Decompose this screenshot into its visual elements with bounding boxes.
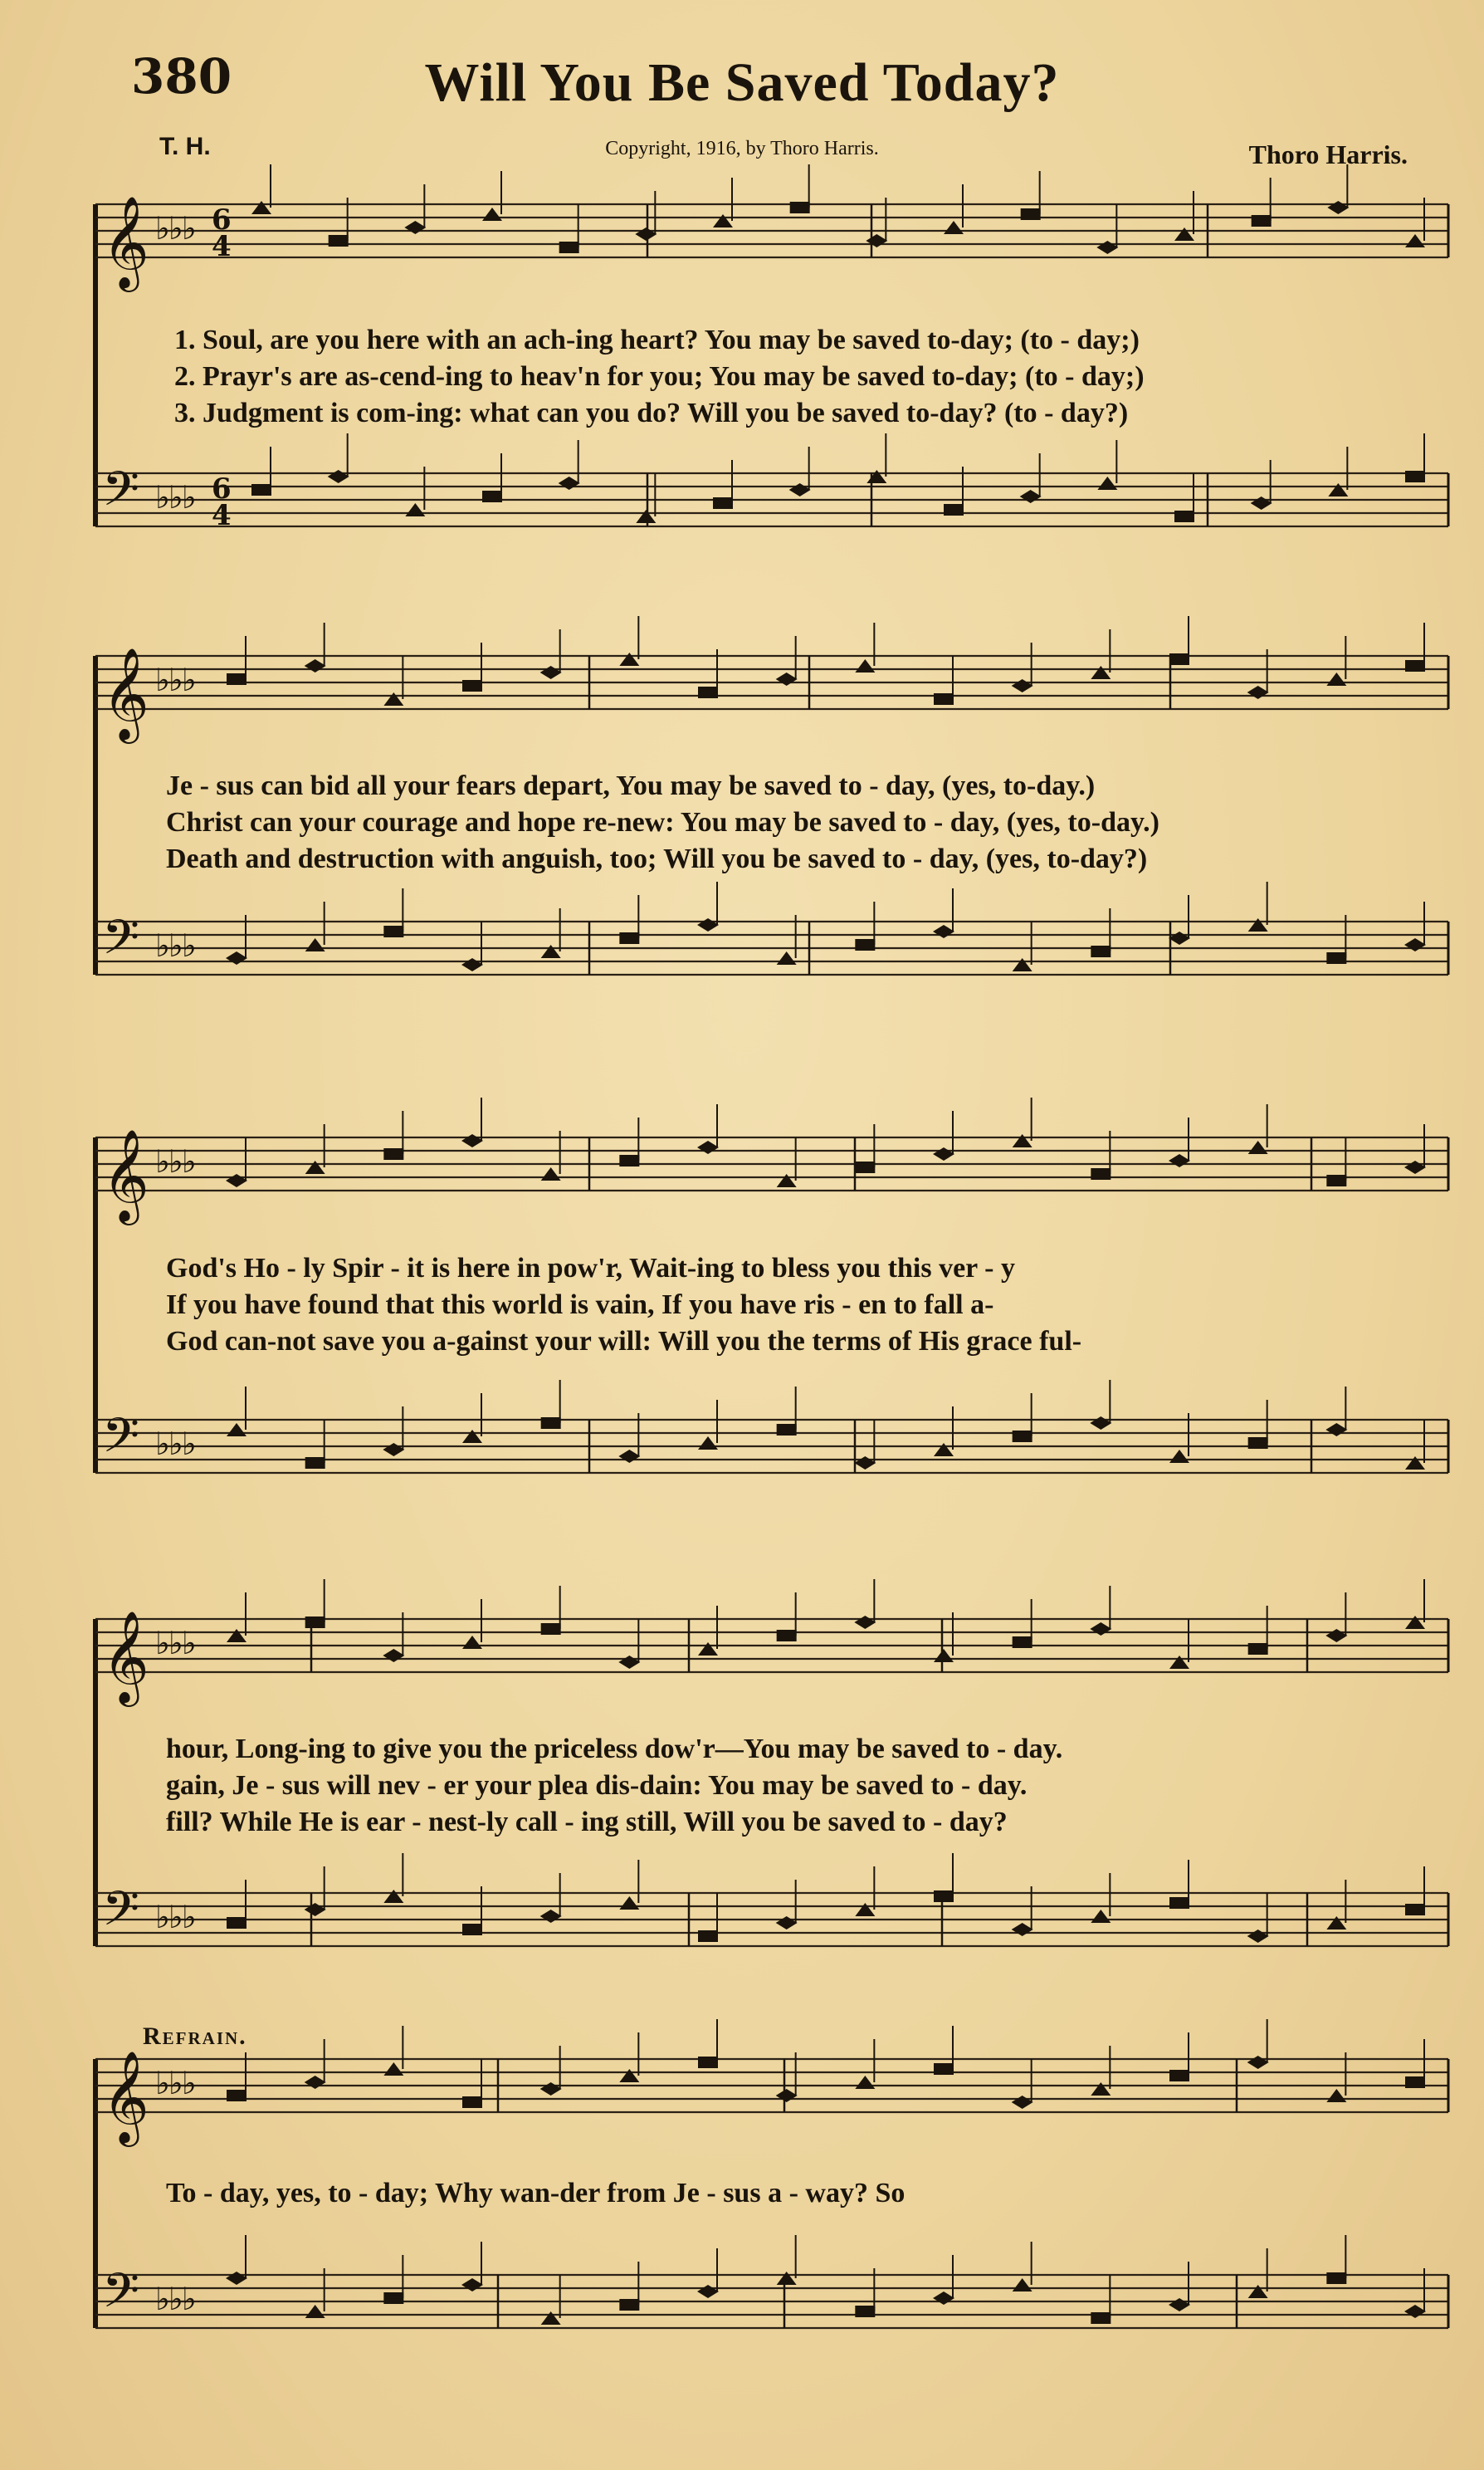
note-head-triangle [383,2062,403,2076]
bass-staff [95,2235,1448,2331]
treble-clef-icon: 𝄞 [102,1610,149,1703]
key-signature-flats-icon: ♭♭♭ [155,210,195,247]
lyrics-block [166,2175,1484,2212]
lyric-line: God can-not save you a-gainst your will: Will you the terms of His grace ful- [166,1326,1082,1357]
note-head-triangle [619,2069,639,2082]
bass-clef-icon: 𝄢 [102,2262,140,2331]
key-signature-flats-icon: ♭♭♭ [155,1426,195,1462]
treble-clef-icon: 𝄞 [102,647,149,740]
lyric-line: 1. Soul, are you here with an ach-ing heart? You may be saved to-day; (to - day;) [174,325,1140,355]
note-head-diamond [697,2285,719,2298]
note-head-square [698,2057,718,2068]
note-head-square [1091,2312,1111,2324]
note-head-triangle [1248,2285,1268,2298]
note-head-triangle [855,2076,875,2089]
note-head-triangle [541,2311,561,2325]
note-head-diamond [226,2272,247,2285]
lyric-line: 2. Prayr's are as-cend-ing to heav'n for you; You may be saved to-day; (to - day;) [174,361,1145,392]
note-head-diamond [1012,2096,1033,2109]
time-signature-numerator: 6 [212,203,232,237]
note-head-square [934,2063,954,2075]
bass-clef-icon: 𝄢 [102,909,140,977]
treble-staff [95,2019,1448,2147]
key-signature-flats-icon: ♭♭♭ [155,479,195,516]
key-signature-flats-icon: ♭♭♭ [155,1143,195,1180]
note-head-square [227,2090,247,2101]
note-head-diamond [305,2076,326,2089]
music-credit: Thoro Harris. [1248,139,1408,169]
note-head-square [619,2299,639,2311]
lyric-line: Je - sus can bid all your fears depart, You may be saved to - day, (yes, to-day.) [166,770,1096,801]
page-number: 380 [131,48,232,105]
time-signature-denominator: 4 [212,230,232,263]
key-signature-flats-icon: ♭♭♭ [155,2281,195,2317]
treble-clef-icon: 𝄞 [102,195,149,288]
key-signature-flats-icon: ♭♭♭ [155,927,195,964]
treble-clef-icon: 𝄞 [102,1128,149,1221]
copyright-notice: Copyright, 1916, by Thoro Harris. [605,138,879,159]
note-head-triangle [305,2305,325,2318]
note-head-diamond [540,2082,562,2096]
note-head-diamond [461,2278,483,2291]
key-signature-flats-icon: ♭♭♭ [155,1899,195,1935]
key-signature-flats-icon: ♭♭♭ [155,662,195,698]
note-head-square [1405,2076,1425,2088]
note-head-diamond [1169,2298,1190,2311]
lyric-line: gain, Je - sus will nev - er your plea dis-dain: You may be saved to - day. [166,1770,1028,1801]
lyric-line: If you have found that this world is vain, If you have ris - en to fall a- [166,1289,994,1320]
lyric-line: Death and destruction with anguish, too; Will you be saved to - day, (yes, to-day?) [166,844,1148,874]
note-head-diamond [933,2291,954,2305]
note-head-triangle [1326,2089,1346,2102]
words-credit: T. H. [159,133,211,160]
lyric-line: Christ can your courage and hope re-new: You may be saved to - day, (yes, to-day.) [166,807,1159,838]
note-head-diamond [1404,2305,1426,2318]
note-head-square [462,2096,482,2108]
refrain-label: Refrain. [143,2022,247,2050]
key-signature-flats-icon: ♭♭♭ [155,1625,195,1661]
note-head-square [1326,2272,1346,2284]
bass-clef-icon: 𝄢 [102,1881,140,1949]
lyric-line: To - day, yes, to - day; Why wan-der from Je - sus a - way? So [166,2178,906,2208]
note-head-triangle [1091,2082,1111,2096]
lyric-line: 3. Judgment is com-ing: what can you do? Will you be saved to-day? (to - day?) [174,398,1129,428]
time-signature-numerator: 6 [212,472,232,506]
lyric-line: fill? While He is ear - nest-ly call - ing still, Will you be saved to - day? [166,1807,1008,1837]
bass-clef-icon: 𝄢 [102,461,140,529]
lyric-line: hour, Long-ing to give you the priceless dow'r—You may be saved to - day. [166,1734,1063,1764]
hymn-title: Will You Be Saved Today? [424,52,1060,113]
note-head-square [855,2306,875,2317]
note-head-triangle [777,2272,797,2285]
time-signature-denominator: 4 [212,499,232,532]
lyric-line: God's Ho - ly Spir - it is here in pow'r, Wait-ing to bless you this ver - y [166,1253,1015,1284]
note-head-diamond [1247,2056,1269,2069]
bass-clef-icon: 𝄢 [102,1407,140,1475]
note-head-diamond [776,2089,798,2102]
treble-clef-icon: 𝄞 [102,2050,149,2143]
note-head-square [383,2292,403,2304]
note-head-square [1169,2070,1189,2081]
key-signature-flats-icon: ♭♭♭ [155,2065,195,2101]
note-head-triangle [1013,2278,1032,2291]
